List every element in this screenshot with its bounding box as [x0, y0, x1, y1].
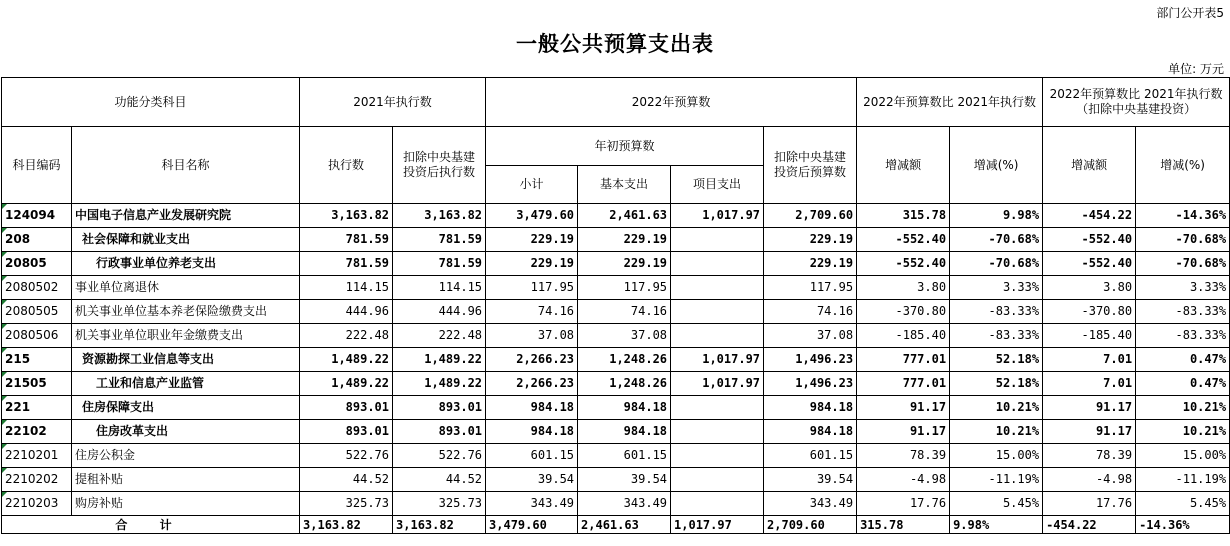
- value-cell: [671, 228, 764, 252]
- value-cell: 1,248.26: [578, 372, 671, 396]
- value-cell: 10.21%: [1136, 420, 1230, 444]
- value-cell: 1,489.22: [300, 372, 393, 396]
- value-cell: 2,709.60: [764, 204, 857, 228]
- subject-code: 215: [2, 348, 72, 372]
- value-cell: 229.19: [486, 252, 578, 276]
- value-cell: [671, 492, 764, 516]
- table-row: [2, 468, 1230, 492]
- total-row: [2, 516, 1230, 534]
- total-cell: 3,163.82: [300, 516, 393, 534]
- header-exec-excl: 扣除中央基建 投资后执行数: [393, 127, 486, 204]
- value-cell: 17.76: [1043, 492, 1136, 516]
- value-cell: 984.18: [486, 420, 578, 444]
- value-cell: 15.00%: [950, 444, 1043, 468]
- table-row: [2, 396, 1230, 420]
- value-cell: 37.08: [578, 324, 671, 348]
- value-cell: 3.33%: [950, 276, 1043, 300]
- value-cell: -14.36%: [1136, 204, 1230, 228]
- unit-label: 单位: 万元: [1168, 62, 1224, 76]
- value-cell: -4.98: [857, 468, 950, 492]
- value-cell: 3,479.60: [486, 204, 578, 228]
- value-cell: -83.33%: [1136, 324, 1230, 348]
- subject-name: 社会保障和就业支出: [72, 228, 300, 252]
- total-cell: -14.36%: [1136, 516, 1230, 534]
- header-name: 科目名称: [72, 127, 300, 204]
- value-cell: -185.40: [1043, 324, 1136, 348]
- table-row: [2, 420, 1230, 444]
- value-cell: 91.17: [1043, 396, 1136, 420]
- subject-code: 2210201: [2, 444, 72, 468]
- value-cell: 984.18: [764, 396, 857, 420]
- value-cell: 781.59: [393, 228, 486, 252]
- value-cell: 601.15: [486, 444, 578, 468]
- value-cell: 5.45%: [950, 492, 1043, 516]
- value-cell: 325.73: [393, 492, 486, 516]
- subject-name: 提租补贴: [72, 468, 300, 492]
- value-cell: 52.18%: [950, 372, 1043, 396]
- value-cell: -370.80: [857, 300, 950, 324]
- subject-name: 行政事业单位养老支出: [72, 252, 300, 276]
- subject-code: 2210203: [2, 492, 72, 516]
- subject-name: 机关事业单位职业年金缴费支出: [72, 324, 300, 348]
- subject-code: 21505: [2, 372, 72, 396]
- value-cell: 37.08: [764, 324, 857, 348]
- value-cell: 3.80: [1043, 276, 1136, 300]
- value-cell: -552.40: [1043, 228, 1136, 252]
- value-cell: 1,017.97: [671, 372, 764, 396]
- header-change-amount-a: 增减额: [857, 127, 950, 204]
- value-cell: 52.18%: [950, 348, 1043, 372]
- budget-table: [1, 77, 1230, 534]
- value-cell: 893.01: [393, 396, 486, 420]
- subject-name: 住房改革支出: [72, 420, 300, 444]
- value-cell: 117.95: [578, 276, 671, 300]
- table-row: [2, 300, 1230, 324]
- value-cell: 7.01: [1043, 348, 1136, 372]
- header-compare-a: 2022年预算数比 2021年执行数: [857, 78, 1043, 127]
- table-row: [2, 276, 1230, 300]
- value-cell: -370.80: [1043, 300, 1136, 324]
- value-cell: 0.47%: [1136, 372, 1230, 396]
- value-cell: 39.54: [764, 468, 857, 492]
- value-cell: [671, 444, 764, 468]
- header-compare-b: 2022年预算数比 2021年执行数 （扣除中央基建投资）: [1043, 78, 1230, 127]
- value-cell: [671, 396, 764, 420]
- total-cell: 1,017.97: [671, 516, 764, 534]
- value-cell: -4.98: [1043, 468, 1136, 492]
- value-cell: 114.15: [393, 276, 486, 300]
- value-cell: 74.16: [764, 300, 857, 324]
- value-cell: 229.19: [578, 252, 671, 276]
- value-cell: 7.01: [1043, 372, 1136, 396]
- header-change-pct-b: 增减(%): [1136, 127, 1230, 204]
- value-cell: 984.18: [578, 420, 671, 444]
- value-cell: 893.01: [300, 420, 393, 444]
- value-cell: [671, 420, 764, 444]
- subject-name: 事业单位离退休: [72, 276, 300, 300]
- subject-code: 2080506: [2, 324, 72, 348]
- header-subtotal: 小计: [486, 166, 578, 204]
- value-cell: 222.48: [300, 324, 393, 348]
- value-cell: [671, 468, 764, 492]
- value-cell: 1,489.22: [393, 372, 486, 396]
- value-cell: -70.68%: [950, 228, 1043, 252]
- value-cell: 325.73: [300, 492, 393, 516]
- value-cell: -70.68%: [1136, 228, 1230, 252]
- table-row: [2, 372, 1230, 396]
- header-initial-budget: 年初预算数: [486, 127, 764, 166]
- value-cell: 1,248.26: [578, 348, 671, 372]
- header-exec: 执行数: [300, 127, 393, 204]
- header-project: 项目支出: [671, 166, 764, 204]
- value-cell: 74.16: [486, 300, 578, 324]
- value-cell: -552.40: [1043, 252, 1136, 276]
- value-cell: 2,266.23: [486, 348, 578, 372]
- header-func-category: 功能分类科目: [2, 78, 300, 127]
- value-cell: 2,461.63: [578, 204, 671, 228]
- value-cell: 601.15: [764, 444, 857, 468]
- total-cell: 315.78: [857, 516, 950, 534]
- table-row: [2, 492, 1230, 516]
- value-cell: 117.95: [486, 276, 578, 300]
- value-cell: 229.19: [578, 228, 671, 252]
- table-row: [2, 204, 1230, 228]
- value-cell: 15.00%: [1136, 444, 1230, 468]
- value-cell: 17.76: [857, 492, 950, 516]
- total-cell: 2,461.63: [578, 516, 671, 534]
- value-cell: -70.68%: [950, 252, 1043, 276]
- value-cell: 10.21%: [950, 420, 1043, 444]
- value-cell: 781.59: [300, 228, 393, 252]
- value-cell: 522.76: [300, 444, 393, 468]
- value-cell: -552.40: [857, 252, 950, 276]
- header-budget-2022: 2022年预算数: [486, 78, 857, 127]
- value-cell: 893.01: [393, 420, 486, 444]
- value-cell: 74.16: [578, 300, 671, 324]
- table-row: [2, 228, 1230, 252]
- header-change-pct-a: 增减(%): [950, 127, 1043, 204]
- subject-name: 住房公积金: [72, 444, 300, 468]
- header-code: 科目编码: [2, 127, 72, 204]
- value-cell: 3.33%: [1136, 276, 1230, 300]
- value-cell: 984.18: [486, 396, 578, 420]
- value-cell: 343.49: [486, 492, 578, 516]
- value-cell: 343.49: [578, 492, 671, 516]
- value-cell: -83.33%: [1136, 300, 1230, 324]
- value-cell: 984.18: [764, 420, 857, 444]
- value-cell: 229.19: [764, 252, 857, 276]
- value-cell: [671, 300, 764, 324]
- value-cell: 781.59: [393, 252, 486, 276]
- value-cell: 91.17: [857, 396, 950, 420]
- subject-name: 购房补贴: [72, 492, 300, 516]
- value-cell: 984.18: [578, 396, 671, 420]
- value-cell: 444.96: [393, 300, 486, 324]
- value-cell: 781.59: [300, 252, 393, 276]
- value-cell: 222.48: [393, 324, 486, 348]
- value-cell: -185.40: [857, 324, 950, 348]
- value-cell: 522.76: [393, 444, 486, 468]
- value-cell: 1,489.22: [300, 348, 393, 372]
- value-cell: 91.17: [857, 420, 950, 444]
- value-cell: 601.15: [578, 444, 671, 468]
- table-row: [2, 324, 1230, 348]
- subject-code: 2080502: [2, 276, 72, 300]
- table-header: [2, 78, 1230, 204]
- value-cell: 229.19: [486, 228, 578, 252]
- value-cell: 114.15: [300, 276, 393, 300]
- total-cell: 9.98%: [950, 516, 1043, 534]
- page-title: 一般公共预算支出表: [516, 32, 714, 56]
- value-cell: 78.39: [1043, 444, 1136, 468]
- value-cell: 444.96: [300, 300, 393, 324]
- value-cell: 3,163.82: [393, 204, 486, 228]
- value-cell: [671, 324, 764, 348]
- table-row: [2, 348, 1230, 372]
- subject-code: 124094: [2, 204, 72, 228]
- value-cell: 44.52: [393, 468, 486, 492]
- subject-code: 22102: [2, 420, 72, 444]
- value-cell: 39.54: [578, 468, 671, 492]
- value-cell: 1,489.22: [393, 348, 486, 372]
- table-number-note: 部门公开表5: [1156, 6, 1224, 20]
- value-cell: -11.19%: [950, 468, 1043, 492]
- value-cell: -70.68%: [1136, 252, 1230, 276]
- header-budget-excl: 扣除中央基建 投资后预算数: [764, 127, 857, 204]
- value-cell: 37.08: [486, 324, 578, 348]
- total-label: 合 计: [2, 516, 300, 534]
- value-cell: 1,496.23: [764, 348, 857, 372]
- value-cell: 1,017.97: [671, 204, 764, 228]
- value-cell: 2,266.23: [486, 372, 578, 396]
- value-cell: -11.19%: [1136, 468, 1230, 492]
- subject-code: 2080505: [2, 300, 72, 324]
- value-cell: 777.01: [857, 372, 950, 396]
- subject-name: 资源勘探工业信息等支出: [72, 348, 300, 372]
- total-cell: 3,163.82: [393, 516, 486, 534]
- header-exec-2021: 2021年执行数: [300, 78, 486, 127]
- value-cell: 10.21%: [950, 396, 1043, 420]
- subject-code: 20805: [2, 252, 72, 276]
- table-row: [2, 444, 1230, 468]
- subject-name: 机关事业单位基本养老保险缴费支出: [72, 300, 300, 324]
- value-cell: 343.49: [764, 492, 857, 516]
- value-cell: 893.01: [300, 396, 393, 420]
- subject-name: 住房保障支出: [72, 396, 300, 420]
- value-cell: 91.17: [1043, 420, 1136, 444]
- value-cell: 39.54: [486, 468, 578, 492]
- table-row: [2, 252, 1230, 276]
- total-cell: 3,479.60: [486, 516, 578, 534]
- value-cell: 10.21%: [1136, 396, 1230, 420]
- value-cell: 3,163.82: [300, 204, 393, 228]
- subject-name: 工业和信息产业监管: [72, 372, 300, 396]
- value-cell: 1,496.23: [764, 372, 857, 396]
- value-cell: 0.47%: [1136, 348, 1230, 372]
- value-cell: 315.78: [857, 204, 950, 228]
- value-cell: 3.80: [857, 276, 950, 300]
- total-cell: -454.22: [1043, 516, 1136, 534]
- value-cell: 5.45%: [1136, 492, 1230, 516]
- value-cell: -454.22: [1043, 204, 1136, 228]
- value-cell: 44.52: [300, 468, 393, 492]
- value-cell: 229.19: [764, 228, 857, 252]
- value-cell: 9.98%: [950, 204, 1043, 228]
- subject-code: 208: [2, 228, 72, 252]
- value-cell: 1,017.97: [671, 348, 764, 372]
- table-body: [2, 204, 1230, 516]
- total-cell: 2,709.60: [764, 516, 857, 534]
- value-cell: -552.40: [857, 228, 950, 252]
- value-cell: 78.39: [857, 444, 950, 468]
- value-cell: [671, 252, 764, 276]
- value-cell: -83.33%: [950, 324, 1043, 348]
- subject-code: 221: [2, 396, 72, 420]
- value-cell: 777.01: [857, 348, 950, 372]
- subject-code: 2210202: [2, 468, 72, 492]
- subject-name: 中国电子信息产业发展研究院: [72, 204, 300, 228]
- value-cell: -83.33%: [950, 300, 1043, 324]
- header-change-amount-b: 增减额: [1043, 127, 1136, 204]
- header-basic: 基本支出: [578, 166, 671, 204]
- value-cell: [671, 276, 764, 300]
- value-cell: 117.95: [764, 276, 857, 300]
